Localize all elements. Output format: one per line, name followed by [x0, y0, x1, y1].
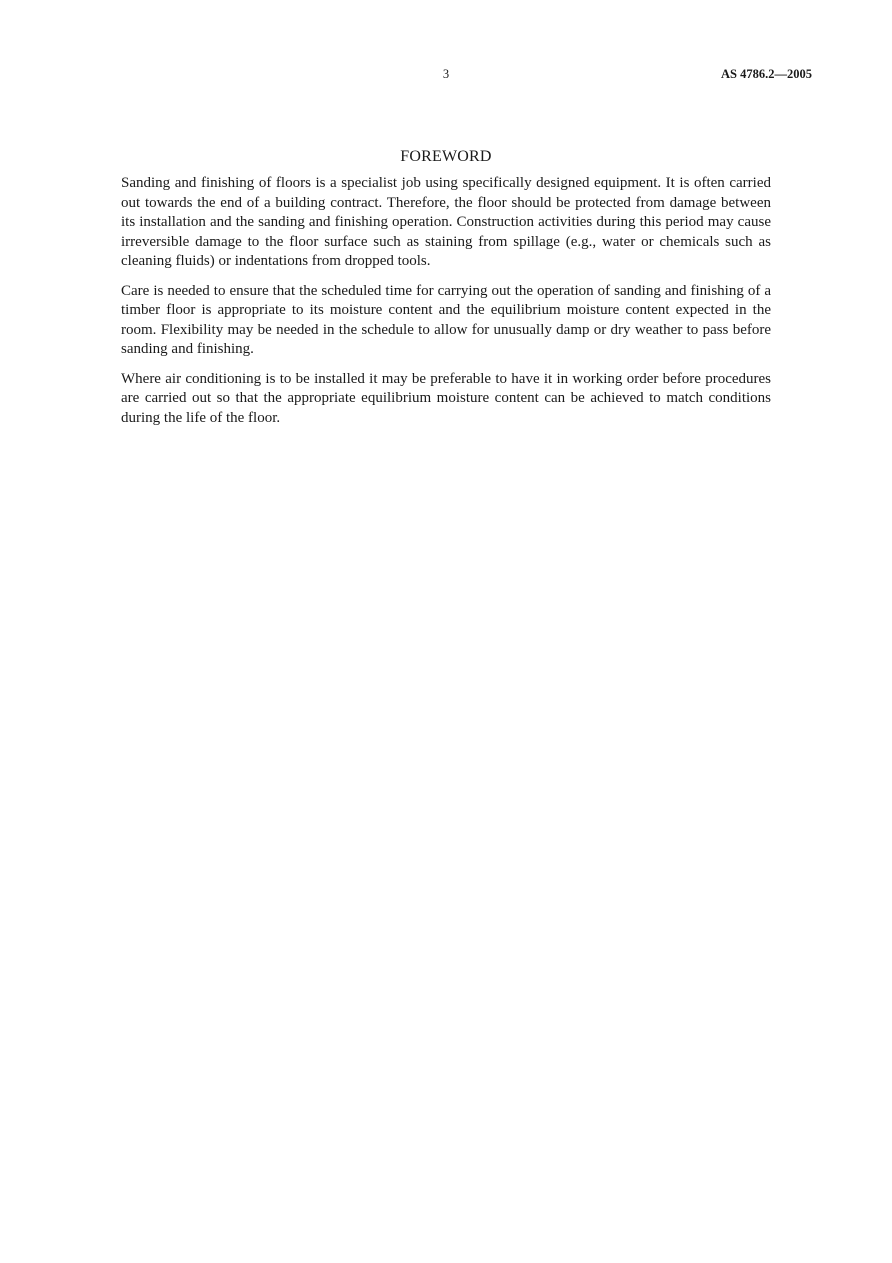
paragraph-1: Sanding and finishing of floors is a specialist job using specifically designed equipment. It is often carried out towards the end of a building contract. Therefore, the floor should be protected from damage between its installation and the sanding and finishing operation. Construction activities during this period may cause irreversible damage to the floor surface such as staining from spillage (e.g., water or chemicals such as cleaning fluids) or indentations from dropped tools.: [121, 175, 771, 269]
paragraph-2: Care is needed to ensure that the scheduled time for carrying out the operation of sanding and finishing of a timber floor is appropriate to its moisture content and the equilibrium moisture content expected in the room. Flexibility may be needed in the schedule to allow for unusually damp or dry weather to pass before sanding and finishing.: [121, 282, 771, 357]
section-title: FOREWORD: [400, 148, 492, 165]
page-number: 3: [442, 67, 450, 81]
foreword-section: [121, 146, 771, 438]
paragraph-3: Where air conditioning is to be installed it may be preferable to have it in working order before procedures are carried out so that the appropriate equilibrium moisture content can be achieved to match conditions during the life of the floor.: [121, 370, 771, 426]
document-code: AS 4786.2—2005: [721, 67, 812, 81]
